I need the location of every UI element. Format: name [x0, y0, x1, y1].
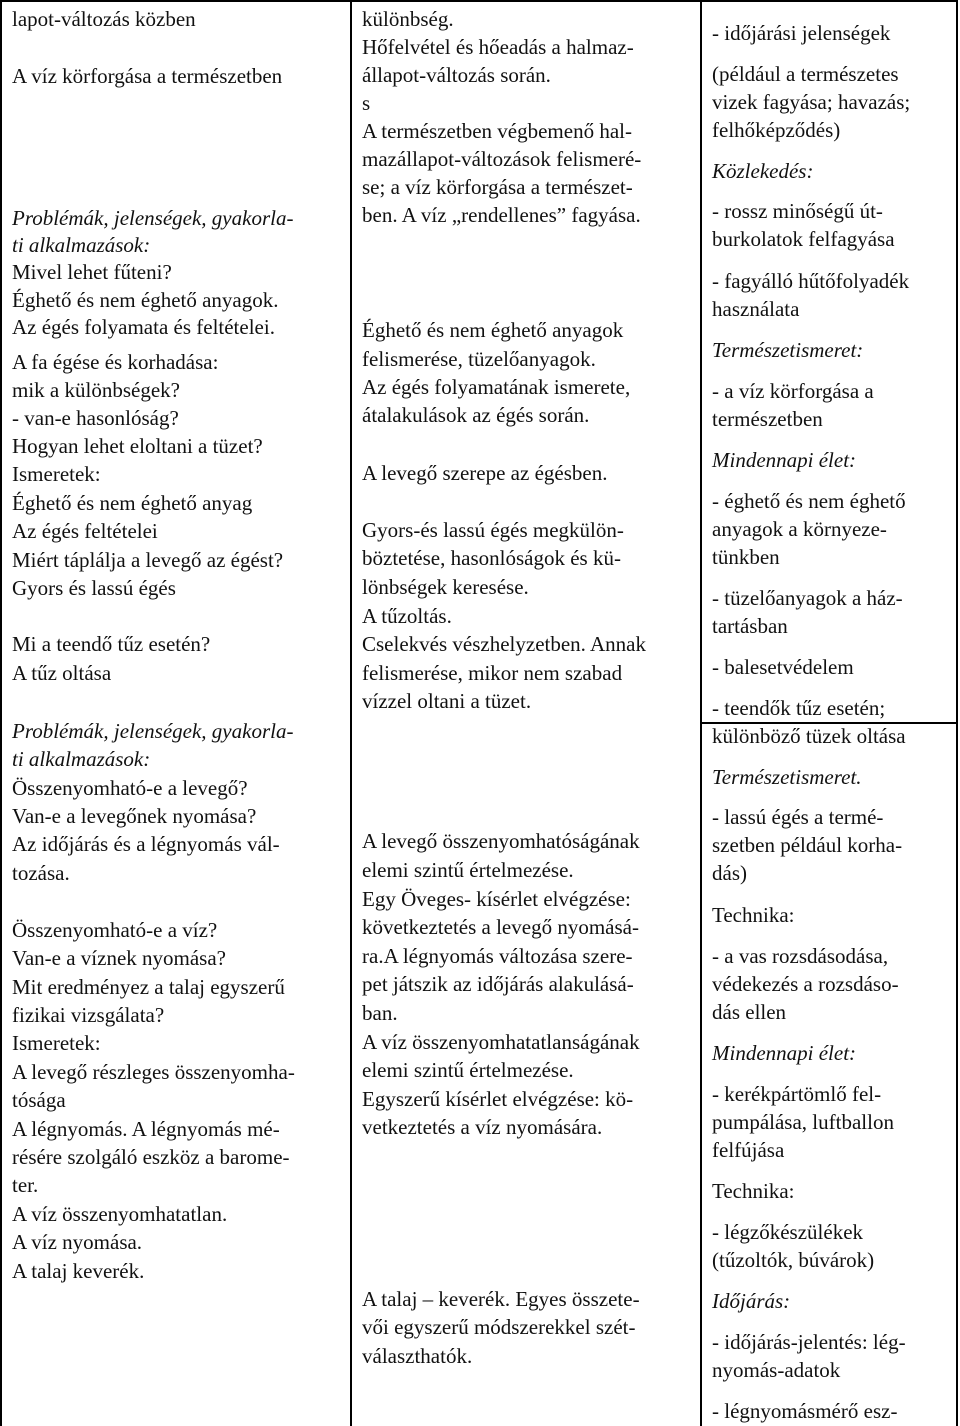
col3-text-line: Mindennapi élet: — [712, 1041, 857, 1065]
col2-text-line: Hőfelvétel és hőeadás a halmaz- — [362, 35, 634, 59]
col3-text-line: - fagyálló hűtőfolyadék — [712, 269, 910, 293]
col2-text-line: vetkeztetés a víz nyomására. — [362, 1115, 603, 1139]
col1-text-line: - van-e hasonlóság? — [12, 406, 179, 430]
table-left-border — [0, 0, 2, 1426]
col1-text-line: ti alkalmazások: — [12, 233, 151, 257]
col1-text-line: A fa égése és korhadása: — [12, 350, 219, 374]
column-divider-2 — [700, 0, 702, 1426]
col3-text-line: pumpálása, luftballon — [712, 1110, 894, 1134]
col2-text-line: mazállapot-változások felismeré- — [362, 147, 642, 171]
col1-text-line: Mit eredményez a talaj egyszerű — [12, 975, 285, 999]
col3-text-line: - a víz körforgása a — [712, 379, 874, 403]
col1-text-line: A talaj keverék. — [12, 1259, 145, 1283]
col2-text-line: A levegő összenyomhatóságának — [362, 829, 640, 853]
col1-text-line: tozása. — [12, 861, 70, 885]
col1-text-line: A tűz oltása — [12, 661, 112, 685]
col1-text-line: Ismeretek: — [12, 462, 101, 486]
col1-text-line: lapot-változás közben — [12, 7, 196, 31]
column-divider-1 — [350, 0, 352, 1426]
col1-text-line: Problémák, jelenségek, gyakorla- — [12, 206, 294, 230]
col3-text-line: vizek fagyása; havazás; — [712, 90, 911, 114]
col3-text-line: különböző tüzek oltása — [712, 724, 906, 748]
col2-text-line: pet játszik az időjárás alakulásá- — [362, 972, 634, 996]
col2-text-line: böztetése, hasonlóságok és kü- — [362, 546, 621, 570]
col2-text-line: felismerése, mikor nem szabad — [362, 661, 623, 685]
col1-text-line: Éghető és nem éghető anyag — [12, 491, 253, 515]
col2-text-line: A tűzoltás. — [362, 604, 452, 628]
col2-text-line: ben. A víz „rendellenes” fagyása. — [362, 203, 641, 227]
table-right-border — [956, 0, 958, 1426]
col3-text-line: dás ellen — [712, 1000, 787, 1024]
col1-text-line: Éghető és nem éghető anyagok. — [12, 288, 279, 312]
col2-text-line: elemi szintű értelmezése. — [362, 1058, 574, 1082]
col2-text-line: se; a víz körforgása a természet- — [362, 175, 633, 199]
col2-text-line: elemi szintű értelmezése. — [362, 858, 574, 882]
col3-text-line: - teendők tűz esetén; — [712, 696, 886, 720]
col1-text-line: A víz összenyomhatatlan. — [12, 1202, 228, 1226]
col3-text-line: Természetismeret. — [712, 765, 862, 789]
col2-text-line: különbség. — [362, 7, 454, 31]
col2-text-line: A víz összenyomhatatlanságának — [362, 1030, 640, 1054]
col1-text-line: Mivel lehet fűteni? — [12, 260, 172, 284]
col2-text-line: választhatók. — [362, 1344, 473, 1368]
col1-text-line: Az égés feltételei — [12, 519, 158, 543]
col3-text-line: Természetismeret: — [712, 338, 864, 362]
col3-text-line: tünkben — [712, 545, 780, 569]
col1-text-line: Hogyan lehet eloltani a tüzet? — [12, 434, 263, 458]
col1-text-line: A víz nyomása. — [12, 1230, 143, 1254]
col2-text-line: ban. — [362, 1001, 398, 1025]
col3-text-line: Technika: — [712, 1179, 795, 1203]
col1-text-line: Van-e a levegőnek nyomása? — [12, 804, 257, 828]
col2-text-line: vői egyszerű módszerekkel szét- — [362, 1315, 636, 1339]
col1-text-line: A levegő részleges összenyomha- — [12, 1060, 295, 1084]
col1-text-line: Összenyomható-e a víz? — [12, 918, 218, 942]
col1-text-line: mik a különbségek? — [12, 378, 180, 402]
col2-text-line: A természetben végbemenő hal- — [362, 119, 632, 143]
col3-text-line: dás) — [712, 861, 747, 885]
col1-text-line: Gyors és lassú égés — [12, 576, 176, 600]
col3-text-line: Technika: — [712, 903, 795, 927]
col2-text-line: állapot-változás során. — [362, 63, 551, 87]
col1-text-line: Ismeretek: — [12, 1031, 101, 1055]
col2-text-line: ra.A légnyomás változása szere- — [362, 944, 633, 968]
col3-text-line: - balesetvédelem — [712, 655, 854, 679]
col2-text-line: A talaj – keverék. Egyes összete- — [362, 1287, 640, 1311]
col3-text-line: védekezés a rozsdáso- — [712, 972, 899, 996]
col3-text-line: nyomás-adatok — [712, 1358, 841, 1382]
col3-text-line: - időjárási jelenségek — [712, 21, 891, 45]
col3-text-line: - rossz minőségű út- — [712, 199, 883, 223]
col1-text-line: Miért táplálja a levegő az égést? — [12, 548, 284, 572]
col1-text-line: résére szolgáló eszköz a barome- — [12, 1145, 290, 1169]
col2-text-line: vízzel oltani a tüzet. — [362, 689, 532, 713]
col2-text-line: Egyszerű kísérlet elvégzése: kö- — [362, 1087, 634, 1111]
col1-text-line: A légnyomás. A légnyomás mé- — [12, 1117, 280, 1141]
col3-text-line: felfújása — [712, 1138, 785, 1162]
col2-text-line: átalakulások az égés során. — [362, 403, 590, 427]
col3-text-line: - lassú égés a termé- — [712, 805, 884, 829]
col3-text-line: Közlekedés: — [712, 159, 814, 183]
col3-text-line: tartásban — [712, 614, 788, 638]
col3-text-line: burkolatok felfagyása — [712, 227, 895, 251]
col1-text-line: Van-e a víznek nyomása? — [12, 946, 226, 970]
col3-text-line: természetben — [712, 407, 823, 431]
col3-text-line: használata — [712, 297, 800, 321]
col1-text-line: fizikai vizsgálata? — [12, 1003, 165, 1027]
col1-text-line: Az égés folyamata és feltételei. — [12, 315, 275, 339]
col3-text-line: - légzőkészülékek — [712, 1220, 864, 1244]
col1-text-line: tósága — [12, 1088, 66, 1112]
col3-text-line: - tüzelőanyagok a ház- — [712, 586, 903, 610]
col1-text-line: Összenyomható-e a levegő? — [12, 776, 248, 800]
col2-text-line: következtetés a levegő nyomásá- — [362, 915, 639, 939]
col2-text-line: felismerése, tüzelőanyagok. — [362, 347, 596, 371]
col3-text-line: anyagok a környeze- — [712, 517, 887, 541]
col2-text-line: Cselekvés vészhelyzetben. Annak — [362, 632, 646, 656]
col1-text-line: ti alkalmazások: — [12, 747, 151, 771]
col3-text-line: szetben például korha- — [712, 833, 903, 857]
col1-text-line: ter. — [12, 1173, 39, 1197]
col2-text-line: Az égés folyamatának ismerete, — [362, 375, 631, 399]
col2-text-line: Éghető és nem éghető anyagok — [362, 318, 624, 342]
col1-text-line: A víz körforgása a természetben — [12, 64, 283, 88]
col2-text-line: lönbségek keresése. — [362, 575, 529, 599]
col3-text-line: Mindennapi élet: — [712, 448, 857, 472]
col3-text-line: - légnyomásmérő esz- — [712, 1399, 898, 1423]
table-top-border — [0, 0, 958, 2]
col3-text-line: (például a természetes — [712, 62, 899, 86]
col2-text-line: Gyors-és lassú égés megkülön- — [362, 518, 624, 542]
col3-text-line: - éghető és nem éghető — [712, 489, 906, 513]
col2-text-line: A levegő szerepe az égésben. — [362, 461, 608, 485]
col3-text-line: - időjárás-jelentés: lég- — [712, 1330, 906, 1354]
col1-text-line: Mi a teendő tűz esetén? — [12, 632, 211, 656]
col3-text-line: - kerékpártömlő fel- — [712, 1082, 882, 1106]
col1-text-line: Az időjárás és a légnyomás vál- — [12, 832, 280, 856]
col3-text-line: felhőképződés) — [712, 118, 841, 142]
col3-text-line: - a vas rozsdásodása, — [712, 944, 889, 968]
col3-text-line: Időjárás: — [712, 1289, 791, 1313]
col2-text-line: s — [362, 91, 371, 115]
col1-text-line: Problémák, jelenségek, gyakorla- — [12, 719, 294, 743]
col2-text-line: Egy Öveges- kísérlet elvégzése: — [362, 887, 631, 911]
col3-text-line: (tűzoltók, búvárok) — [712, 1248, 875, 1272]
